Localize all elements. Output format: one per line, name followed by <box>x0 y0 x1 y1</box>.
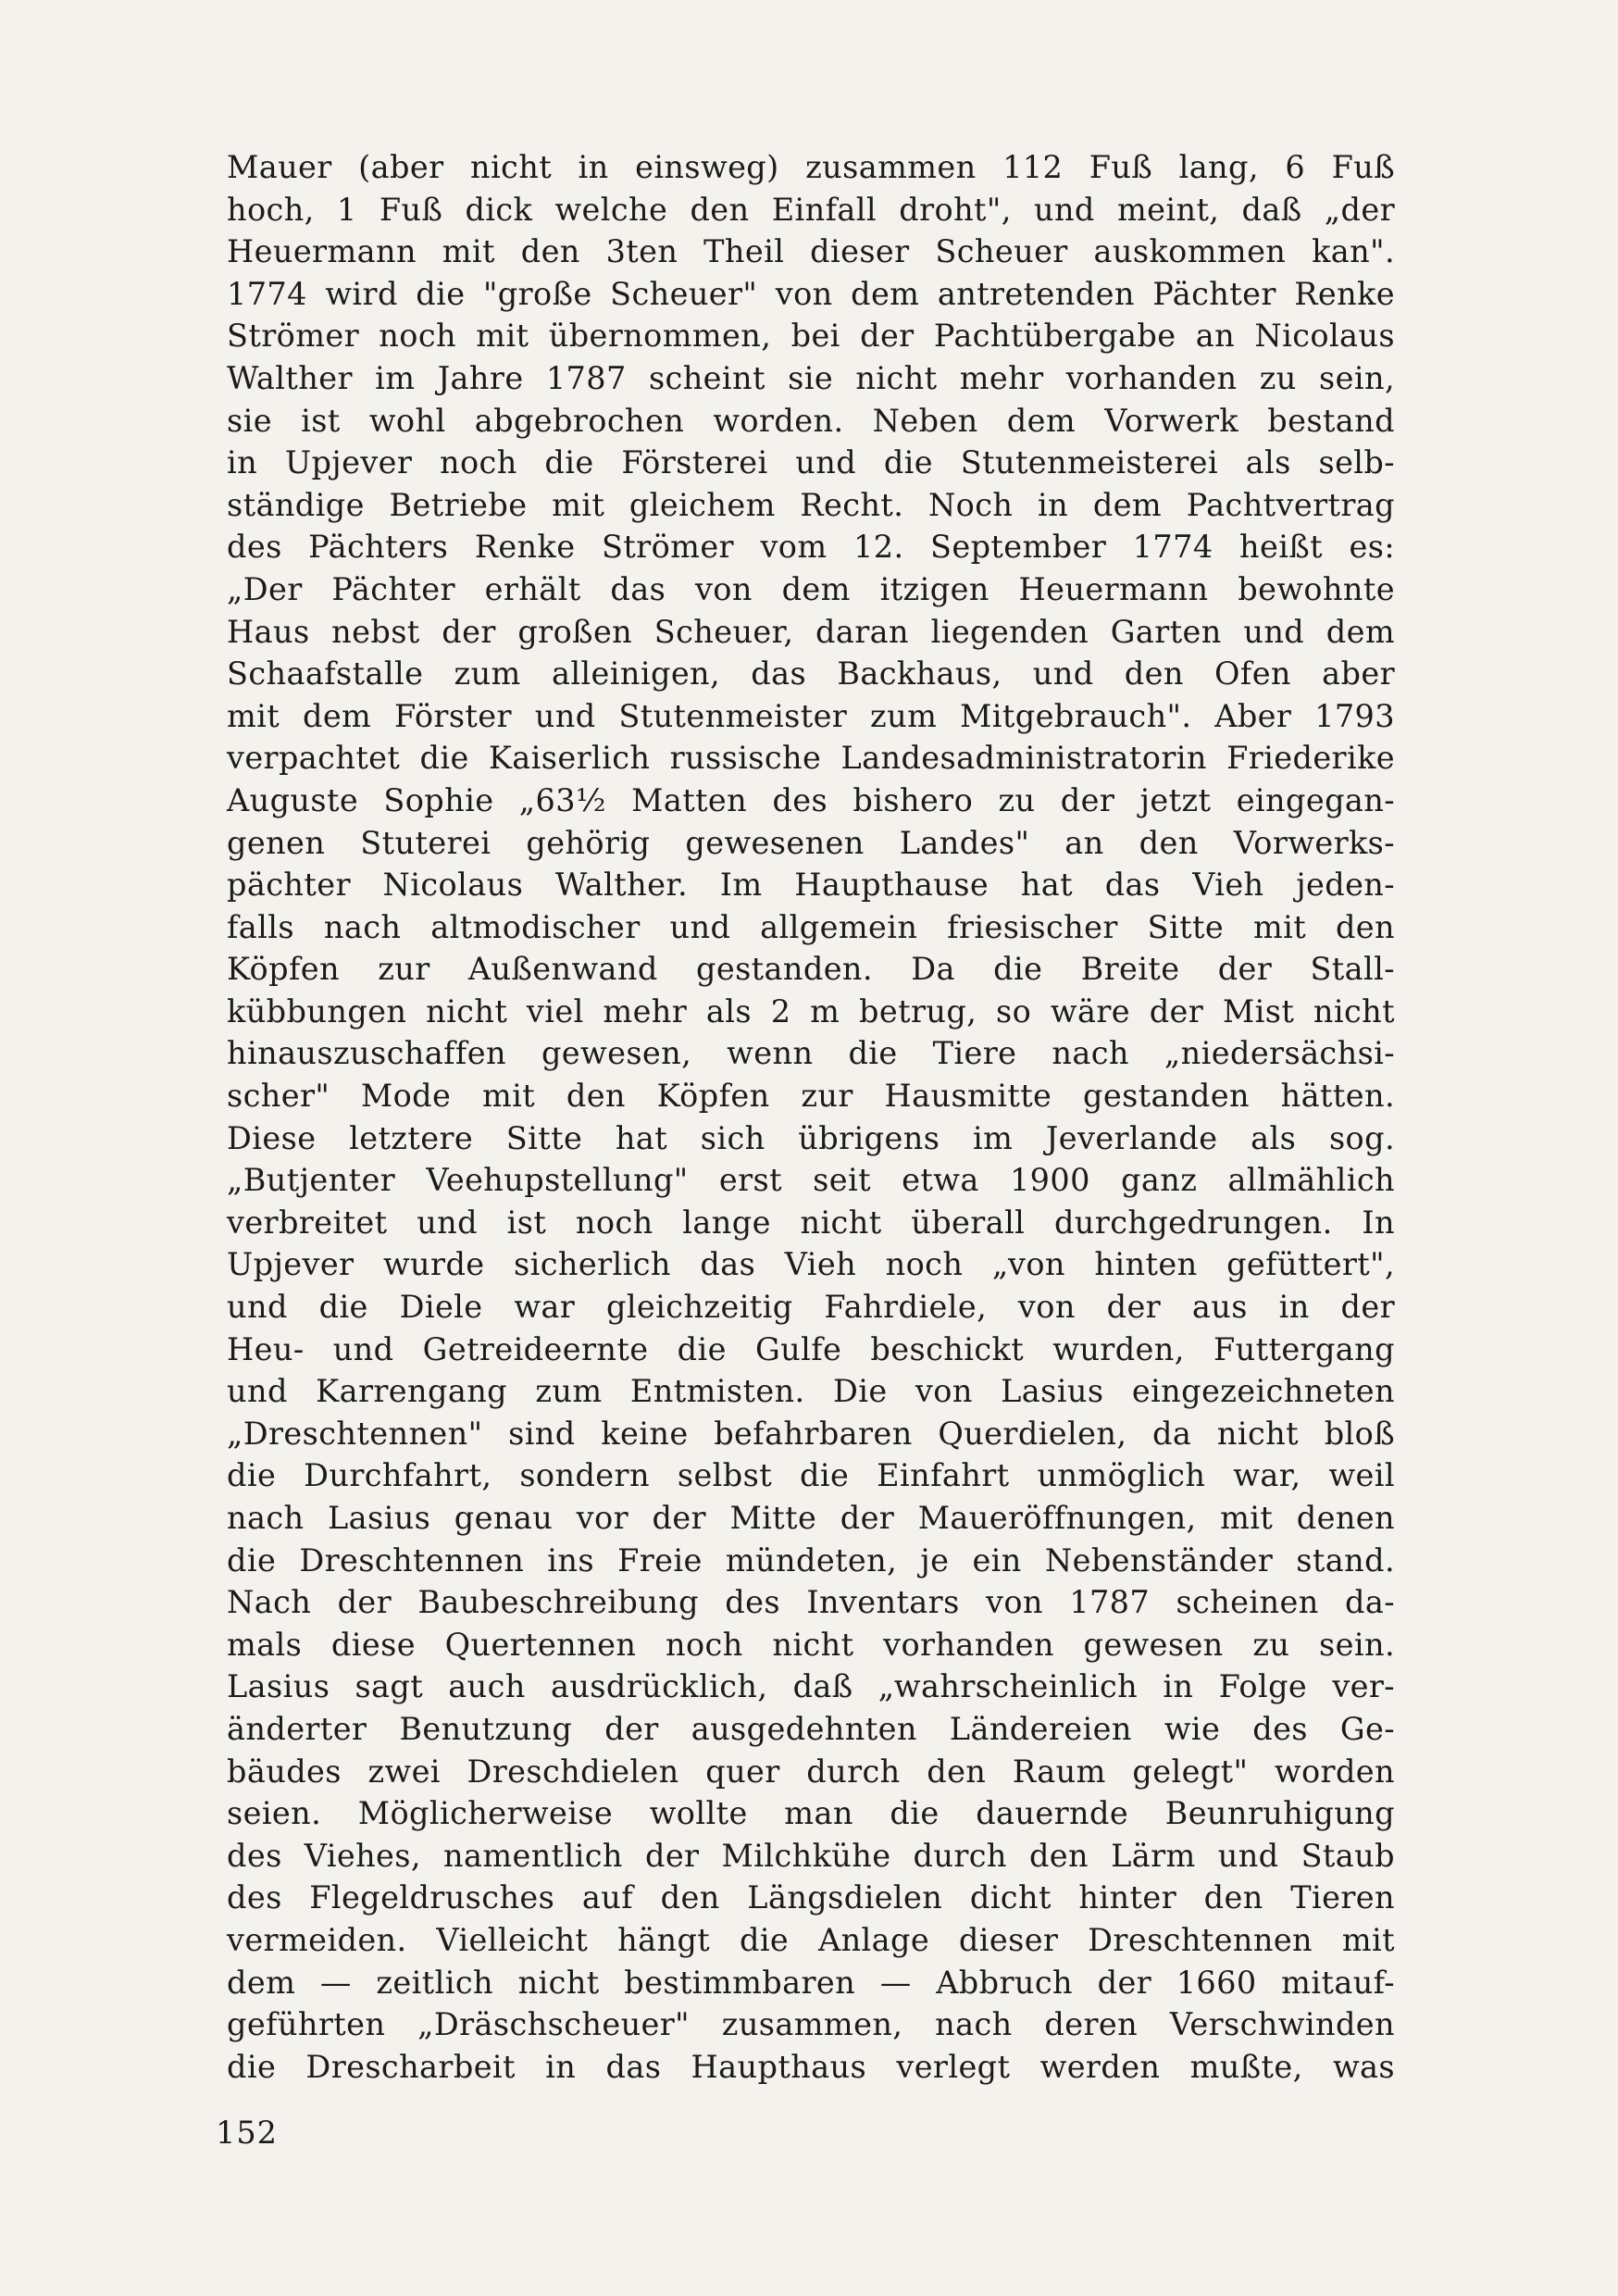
text-line: sie ist wohl abgebrochen worden. Neben dem Vorwerk bestand <box>227 402 1395 439</box>
body-text <box>227 146 1395 2088</box>
text-line: und die Diele war gleichzeitig Fahrdiele, von der aus in der <box>227 1289 1395 1326</box>
text-line: die Drescharbeit in das Haupthaus verlegt werden mußte, was <box>227 2048 1395 2085</box>
text-line: scher" Mode mit den Köpfen zur Hausmitte gestanden hätten. <box>227 1078 1395 1115</box>
text-line: mit dem Förster und Stutenmeister zum Mitgebrauch". Aber 1793 <box>227 697 1395 734</box>
text-line: „Dreschtennen" sind keine befahrbaren Querdielen, da nicht bloß <box>227 1415 1395 1452</box>
text-line: Haus nebst der großen Scheuer, daran liegenden Garten und dem <box>227 613 1395 650</box>
text-line: Köpfen zur Außenwand gestanden. Da die Breite der Stall- <box>227 951 1395 988</box>
text-line: vermeiden. Vielleicht hängt die Anlage dieser Dreschtennen mit <box>227 1921 1395 1958</box>
text-line: Heu- und Getreideernte die Gulfe beschickt wurden, Futtergang <box>227 1330 1395 1367</box>
text-line: änderter Benutzung der ausgedehnten Ländereien wie des Ge- <box>227 1710 1395 1747</box>
text-line: mals diese Quertennen noch nicht vorhanden gewesen zu sein. <box>227 1626 1395 1663</box>
text-line: geführten „Dräschscheuer" zusammen, nach deren Verschwinden <box>227 2006 1395 2043</box>
text-line: pächter Nicolaus Walther. Im Haupthause hat das Vieh jeden- <box>227 867 1395 904</box>
text-line: verpachtet die Kaiserlich russische Landesadministratorin Friederike <box>227 740 1395 777</box>
text-line: des Pächters Renke Strömer vom 12. September 1774 heißt es: <box>227 529 1395 566</box>
text-line: Diese letztere Sitte hat sich übrigens im Jeverlande als sog. <box>227 1119 1395 1156</box>
text-line: Walther im Jahre 1787 scheint sie nicht mehr vorhanden zu sein, <box>227 359 1395 396</box>
text-line: genen Stuterei gehörig gewesenen Landes" an den Vorwerks- <box>227 824 1395 861</box>
text-line: hoch, 1 Fuß dick welche den Einfall droht", und meint, daß „der <box>227 191 1395 228</box>
text-line: „Der Pächter erhält das von dem itzigen Heuermann bewohnte <box>227 570 1395 607</box>
text-line: kübbungen nicht viel mehr als 2 m betrug, so wäre der Mist nicht <box>227 992 1395 1029</box>
text-line: 1774 wird die "große Scheuer" von dem antretenden Pächter Renke <box>227 275 1395 312</box>
text-line: Heuermann mit den 3ten Theil dieser Scheuer auskommen kan". <box>227 233 1395 270</box>
text-line: in Upjever noch die Försterei und die Stutenmeisterei als selb- <box>227 444 1395 481</box>
text-line: Auguste Sophie „63½ Matten des bishero zu der jetzt eingegan- <box>227 781 1395 818</box>
text-line: nach Lasius genau vor der Mitte der Maueröffnungen, mit denen <box>227 1500 1395 1536</box>
text-line: und Karrengang zum Entmisten. Die von Lasius eingezeichneten <box>227 1373 1395 1410</box>
text-line: seien. Möglicherweise wollte man die dauernde Beunruhigung <box>227 1795 1395 1832</box>
text-line: bäudes zwei Dreschdielen quer durch den Raum gelegt" worden <box>227 1753 1395 1790</box>
text-line: Schaafstalle zum alleinigen, das Backhaus, und den Ofen aber <box>227 655 1395 693</box>
text-line: „Butjenter Veehupstellung" erst seit etwa 1900 ganz allmählich <box>227 1162 1395 1199</box>
text-line: ständige Betriebe mit gleichem Recht. Noch in dem Pachtvertrag <box>227 486 1395 523</box>
text-line: Upjever wurde sicherlich das Vieh noch „von hinten gefüttert", <box>227 1246 1395 1283</box>
text-line: hinauszuschaffen gewesen, wenn die Tiere nach „niedersächsi- <box>227 1035 1395 1072</box>
text-line: Mauer (aber nicht in einsweg) zusammen 112 Fuß lang, 6 Fuß <box>227 149 1395 185</box>
text-line: des Flegeldrusches auf den Längsdielen dicht hinter den Tieren <box>227 1879 1395 1916</box>
text-line: verbreitet und ist noch lange nicht überall durchgedrungen. In <box>227 1204 1395 1241</box>
text-line: Strömer noch mit übernommen, bei der Pachtübergabe an Nicolaus <box>227 318 1395 355</box>
text-line: dem — zeitlich nicht bestimmbaren — Abbruch der 1660 mitauf- <box>227 1964 1395 2001</box>
text-line: des Viehes, namentlich der Milchkühe durch den Lärm und Staub <box>227 1837 1395 1874</box>
text-line: die Dreschtennen ins Freie mündeten, je ein Nebenständer stand. <box>227 1541 1395 1578</box>
text-line: Nach der Baubeschreibung des Inventars von 1787 scheinen da- <box>227 1584 1395 1621</box>
text-line: Lasius sagt auch ausdrücklich, daß „wahrscheinlich in Folge ver- <box>227 1668 1395 1705</box>
page-number: 152 <box>216 2115 278 2151</box>
text-line: falls nach altmodischer und allgemein friesischer Sitte mit den <box>227 908 1395 945</box>
text-line: die Durchfahrt, sondern selbst die Einfahrt unmöglich war, weil <box>227 1457 1395 1494</box>
